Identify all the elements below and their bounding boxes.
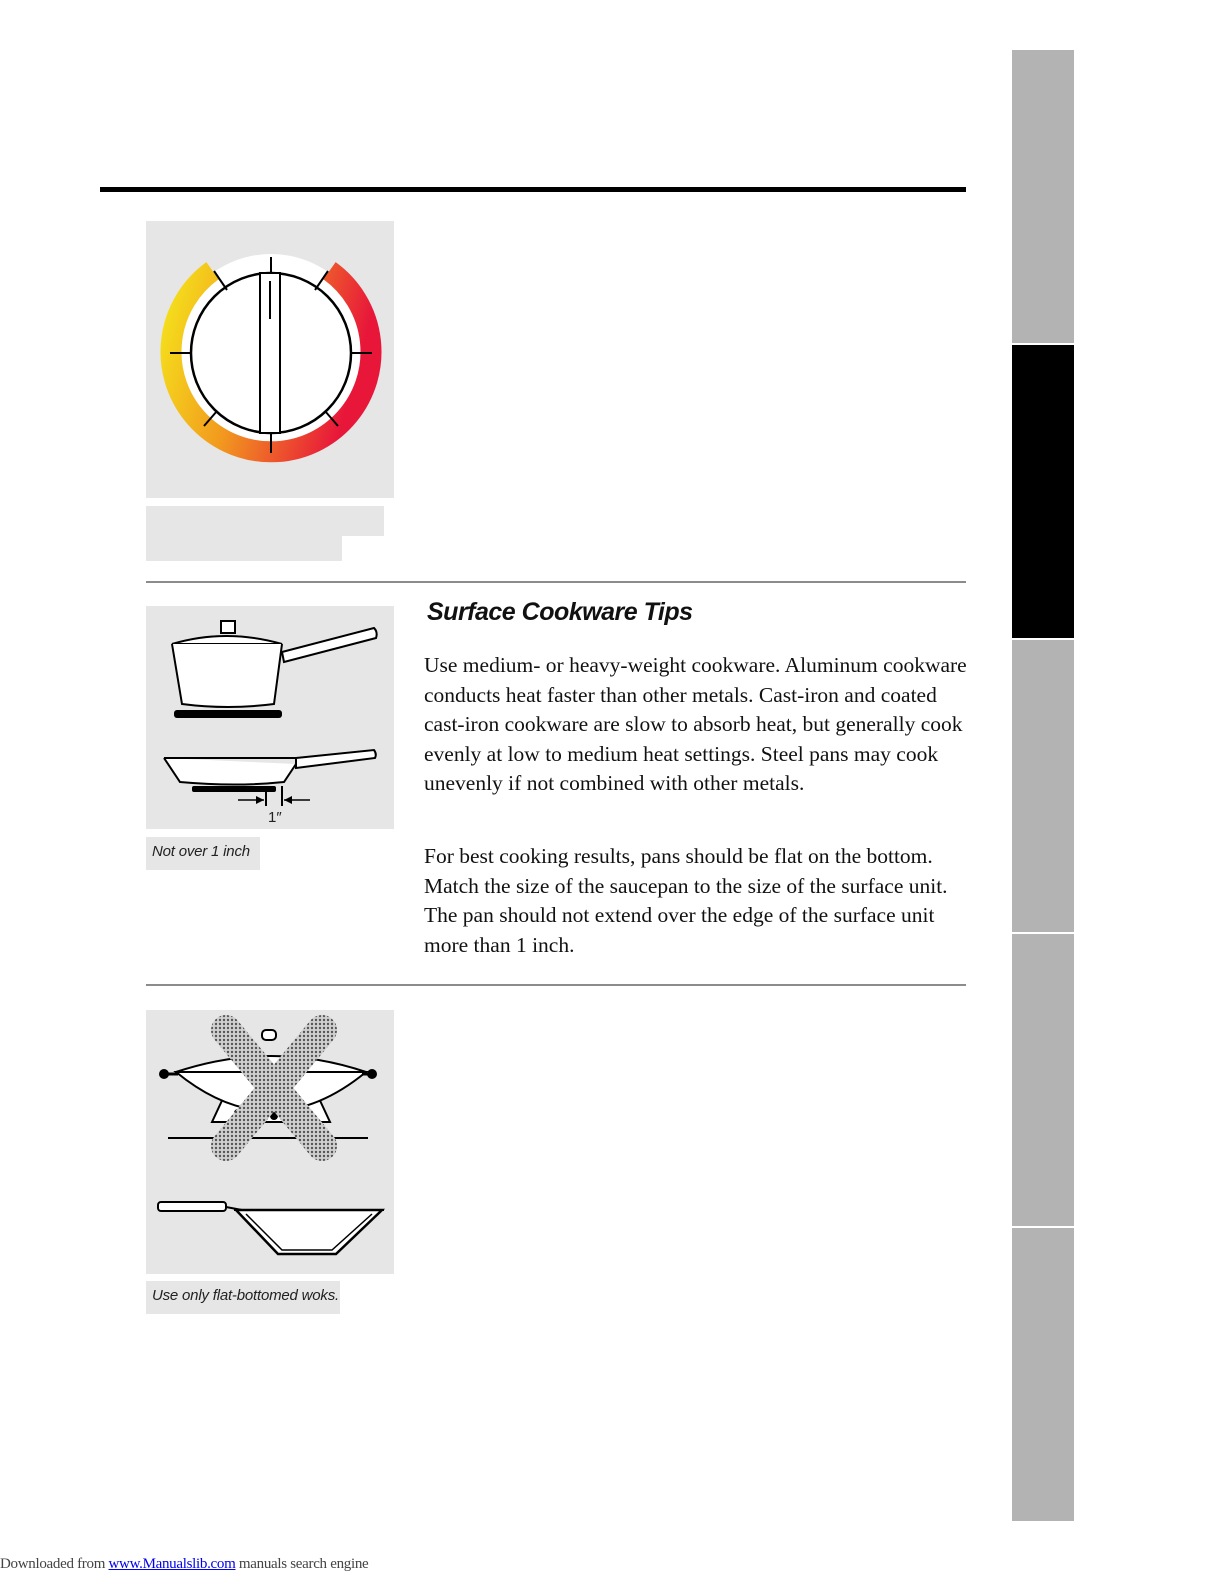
side-tab-2-active[interactable]	[1012, 345, 1074, 638]
cookware-paragraph-2: For best cooking results, pans should be flat on the bottom. Match the size of the saucepan to the size of the surface unit. The pan should not extend over the edge of the surface unit more than 1 inch.	[424, 844, 948, 957]
wok-figure	[146, 1010, 394, 1274]
cookware-paragraph-1: Use medium- or heavy-weight cookware. Aluminum cookware conducts heat faster than other metals. Cast-iron and coated cast-iron cookware are slow to absorb heat, but generally cook evenly at low to medium heat settings. Steel pans may cook unevenly if not combined with other metals.	[424, 653, 967, 796]
wok-illustration	[146, 1010, 394, 1274]
side-tab-3[interactable]	[1012, 640, 1074, 932]
cookware-caption-box	[146, 837, 260, 870]
cookware-caption: Not over 1 inch	[152, 843, 250, 860]
section-title: Surface Cookware Tips	[427, 598, 693, 626]
knob-caption-box-lower	[146, 534, 342, 561]
knob-figure	[146, 221, 394, 498]
side-tab-5[interactable]	[1012, 1228, 1074, 1521]
wok-caption: Use only flat-bottomed woks.	[152, 1287, 339, 1304]
saucepan-skillet-illustration	[146, 606, 394, 829]
knob-dial-illustration	[146, 221, 394, 498]
side-tab-4[interactable]	[1012, 934, 1074, 1226]
side-tab-1[interactable]	[1012, 50, 1074, 343]
footer	[0, 1556, 368, 1573]
knob-caption-box-upper	[146, 506, 384, 536]
footer-link[interactable]: www.Manualslib.com	[108, 1556, 236, 1572]
wok-caption-box	[146, 1281, 340, 1314]
dimension-label: 1″	[268, 809, 282, 826]
footer-prefix: Downloaded from	[0, 1556, 109, 1572]
top-rule	[100, 187, 966, 192]
footer-suffix: manuals search engine	[235, 1556, 369, 1572]
section-divider	[146, 581, 966, 583]
cookware-figure	[146, 606, 394, 829]
section-divider	[146, 984, 966, 986]
